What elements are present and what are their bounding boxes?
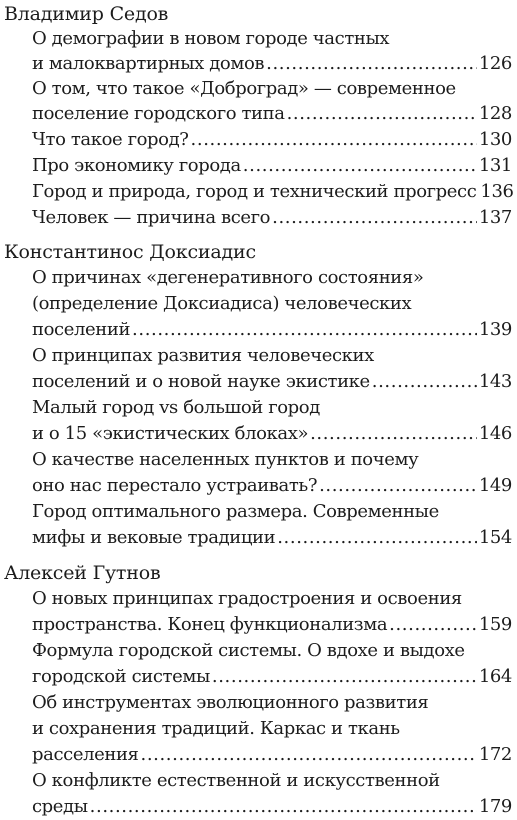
toc-entry-line: О конфликте естественной и искусственной — [32, 770, 440, 791]
toc-entry-line: Город и природа, город и технический прогресс — [32, 181, 477, 202]
toc-entry[interactable] — [32, 526, 512, 550]
toc-entry-line: О том, что такое «Доброград» — современное — [32, 78, 456, 99]
toc-entry-line: поселение городского типа — [32, 103, 285, 124]
toc-entry-line: Формула городской системы. О вдохе и выдохе — [32, 640, 465, 661]
page-number: 139 — [478, 319, 512, 340]
page-number: 143 — [478, 371, 512, 392]
toc-entry[interactable] — [32, 206, 512, 230]
toc-entry[interactable] — [32, 422, 512, 446]
toc-entry-line: пространства. Конец функционализма — [32, 614, 388, 635]
dot-leader — [310, 422, 477, 446]
dot-leader — [389, 613, 477, 637]
dot-leader — [191, 128, 477, 152]
author-heading: Владимир Седов — [4, 3, 169, 25]
toc-entry-line: и о 15 «экистических блоках» — [32, 423, 309, 444]
toc-entry-line: поселений — [32, 319, 131, 340]
page-number: 136 — [480, 181, 514, 202]
toc-entry[interactable] — [32, 102, 512, 126]
toc-entry-line: Об инструментах эволюционного развития — [32, 692, 429, 713]
dot-leader — [212, 665, 477, 689]
toc-entry-line: О качестве населенных пунктов и почему — [32, 449, 419, 470]
page-number: 137 — [478, 207, 512, 228]
toc-entry-line: и сохранения традиций. Каркас и ткань — [32, 718, 400, 739]
toc-entry[interactable] — [32, 318, 512, 342]
dot-leader — [132, 318, 477, 342]
toc-entry-line: городской системы — [32, 666, 210, 687]
toc-entry[interactable] — [32, 154, 512, 178]
dot-leader — [141, 743, 477, 767]
toc-entry-line: поселений и о новой науке экистике — [32, 371, 370, 392]
dot-leader — [287, 102, 477, 126]
toc-entry[interactable] — [32, 52, 512, 76]
toc-entry[interactable] — [32, 795, 512, 819]
page-number: 159 — [478, 614, 512, 635]
page-number: 179 — [478, 796, 512, 817]
toc-entry-line: среды — [32, 796, 88, 817]
toc-entry[interactable] — [32, 128, 512, 152]
toc-entry-line: О причинах «дегенеративного состояния» — [32, 267, 424, 288]
dot-leader — [266, 52, 477, 76]
toc-entry-line: О принципах развития человеческих — [32, 345, 374, 366]
toc-entry-line: оно нас перестало устраивать? — [32, 475, 318, 496]
toc-entry[interactable] — [32, 613, 512, 637]
toc-entry-line: и малоквартирных домов — [32, 53, 265, 74]
page-number: 126 — [478, 53, 512, 74]
page-number: 164 — [478, 666, 512, 687]
toc-entry[interactable] — [32, 665, 512, 689]
dot-leader — [277, 526, 477, 550]
toc-entry[interactable] — [32, 180, 512, 204]
toc-entry-line: Про экономику города — [32, 155, 241, 176]
toc-entry-line: Человек — причина всего — [32, 207, 271, 228]
dot-leader — [372, 370, 477, 394]
page-number: 149 — [478, 475, 512, 496]
toc-entry-line: расселения — [32, 744, 139, 765]
page-number: 154 — [478, 527, 512, 548]
page-number: 131 — [478, 155, 512, 176]
toc-entry[interactable] — [32, 743, 512, 767]
page-number: 146 — [478, 423, 512, 444]
dot-leader — [272, 206, 477, 230]
author-heading: Алексей Гутнов — [4, 562, 161, 584]
page-number: 130 — [478, 129, 512, 150]
toc-entry-line: Что такое город? — [32, 129, 189, 150]
dot-leader — [90, 795, 477, 819]
dot-leader — [319, 474, 477, 498]
dot-leader — [243, 154, 477, 178]
toc-entry-line: О новых принципах градостроения и освоения — [32, 588, 462, 609]
toc-entry[interactable] — [32, 474, 512, 498]
toc-entry-line: (определение Доксиадиса) человеческих — [32, 293, 412, 314]
page-number: 128 — [478, 103, 512, 124]
toc-entry[interactable] — [32, 370, 512, 394]
author-heading: Константинос Доксиадис — [4, 241, 256, 263]
toc-entry-line: мифы и вековые традиции — [32, 527, 276, 548]
toc-entry-line: Малый город vs большой город — [32, 397, 320, 418]
toc-entry-line: Город оптимального размера. Современные — [32, 501, 439, 522]
toc-entry-line: О демографии в новом городе частных — [32, 28, 390, 49]
page-number: 172 — [478, 744, 512, 765]
